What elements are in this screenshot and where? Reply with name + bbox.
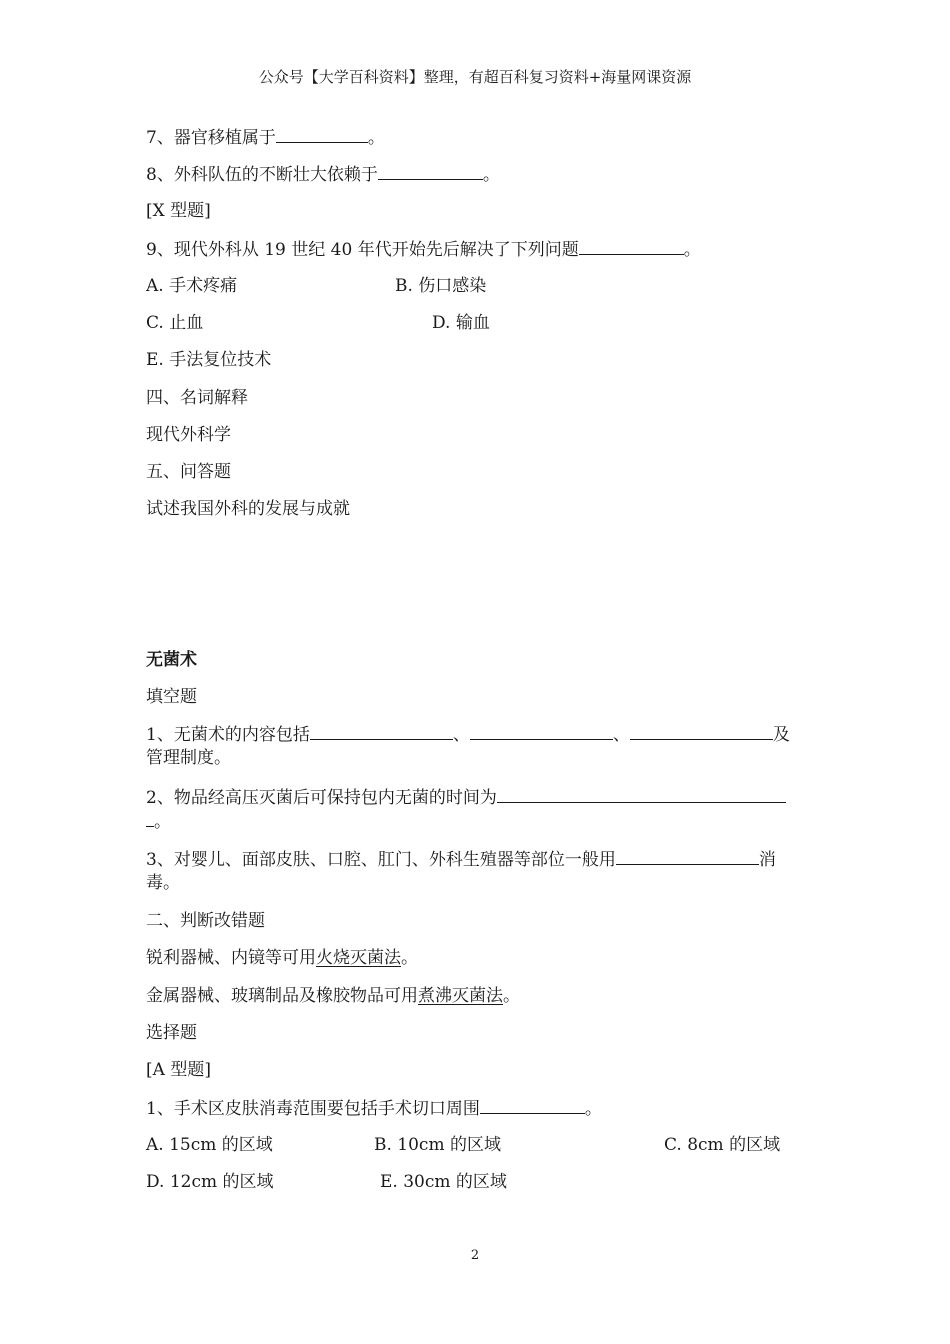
page-header: 公众号【大学百科资料】整理，有超百科复习资料+海量网课资源 bbox=[258, 68, 692, 86]
answer-blank bbox=[480, 1096, 585, 1114]
question-text: 9、现代外科从 19 世纪 40 年代开始先后解决了下列问题 bbox=[146, 240, 579, 260]
statement-text: 金属器械、玻璃制品及橡胶物品可用 bbox=[146, 986, 418, 1006]
question-punct: 。 bbox=[683, 240, 701, 260]
answer-blank bbox=[579, 237, 684, 255]
question-text: 1、无菌术的内容包括 bbox=[146, 725, 310, 745]
c1-option-e: E. 30cm 的区域 bbox=[380, 1172, 507, 1192]
answer-blank bbox=[276, 125, 368, 143]
statement-punct: 。 bbox=[503, 986, 520, 1006]
q9-option-c: C. 止血 bbox=[146, 313, 204, 333]
term-item: 现代外科学 bbox=[146, 425, 231, 445]
c1-option-c: C. 8cm 的区域 bbox=[664, 1135, 781, 1155]
separator: 、 bbox=[452, 725, 470, 745]
c1-option-d: D. 12cm 的区域 bbox=[146, 1172, 274, 1192]
aseptic-title: 无菌术 bbox=[146, 650, 197, 670]
fill-question-1-cont: 管理制度。 bbox=[146, 748, 231, 768]
fill-heading: 填空题 bbox=[146, 687, 197, 707]
fill-question-1 bbox=[146, 722, 790, 747]
answer-blank bbox=[310, 722, 453, 740]
question-text: 8、外科队伍的不断壮大依赖于 bbox=[146, 165, 378, 185]
statement-punct: 。 bbox=[401, 948, 418, 968]
judge-item-2 bbox=[146, 984, 520, 1008]
answer-blank bbox=[497, 785, 786, 803]
page-number: 2 bbox=[470, 1248, 480, 1263]
answer-blank bbox=[630, 722, 773, 740]
essay-question: 试述我国外科的发展与成就 bbox=[146, 499, 350, 519]
underlined-term: 火烧灭菌法 bbox=[316, 948, 401, 968]
answer-blank bbox=[470, 722, 613, 740]
question-text: 1、手术区皮肤消毒范围要包括手术切口周围 bbox=[146, 1099, 480, 1119]
question-text: 消 bbox=[758, 850, 776, 870]
question-punct: 。 bbox=[584, 1099, 602, 1119]
question-7 bbox=[146, 125, 385, 150]
q9-option-d: D. 输血 bbox=[432, 313, 490, 333]
fill-question-3 bbox=[146, 847, 776, 872]
c1-option-a: A. 15cm 的区域 bbox=[146, 1135, 273, 1155]
answer-blank bbox=[378, 162, 483, 180]
section-5-heading: 五、问答题 bbox=[146, 462, 231, 482]
statement-text: 锐利器械、内镜等可用 bbox=[146, 948, 316, 968]
fill-question-2 bbox=[146, 785, 786, 810]
q9-option-e: E. 手法复位技术 bbox=[146, 350, 272, 370]
answer-blank bbox=[616, 847, 759, 865]
fill-question-3-cont: 毒。 bbox=[146, 873, 180, 893]
fill-question-2-cont bbox=[146, 809, 171, 834]
a-type-heading: [A 型题] bbox=[146, 1060, 211, 1080]
underlined-term: 煮沸灭菌法 bbox=[418, 986, 503, 1006]
choice-question-1 bbox=[146, 1096, 602, 1121]
question-punct: 。 bbox=[367, 128, 385, 148]
question-text: 7、器官移植属于 bbox=[146, 128, 276, 148]
separator: 、 bbox=[612, 725, 630, 745]
question-text: 3、对婴儿、面部皮肤、口腔、肛门、外科生殖器等部位一般用 bbox=[146, 850, 616, 870]
question-punct: 。 bbox=[154, 812, 171, 832]
question-text: 及 bbox=[772, 725, 790, 745]
x-type-heading: [X 型题] bbox=[146, 201, 211, 221]
judge-heading: 二、判断改错题 bbox=[146, 911, 265, 931]
judge-item-1 bbox=[146, 946, 418, 970]
choice-heading: 选择题 bbox=[146, 1023, 197, 1043]
section-4-heading: 四、名词解释 bbox=[146, 388, 248, 408]
question-punct: 。 bbox=[482, 165, 500, 185]
question-9 bbox=[146, 237, 701, 262]
c1-option-b: B. 10cm 的区域 bbox=[374, 1135, 501, 1155]
q9-option-b: B. 伤口感染 bbox=[395, 276, 487, 296]
q9-option-a: A. 手术疼痛 bbox=[146, 276, 238, 296]
answer-blank bbox=[146, 809, 154, 827]
question-text: 2、物品经高压灭菌后可保持包内无菌的时间为 bbox=[146, 788, 497, 808]
question-8 bbox=[146, 162, 500, 187]
